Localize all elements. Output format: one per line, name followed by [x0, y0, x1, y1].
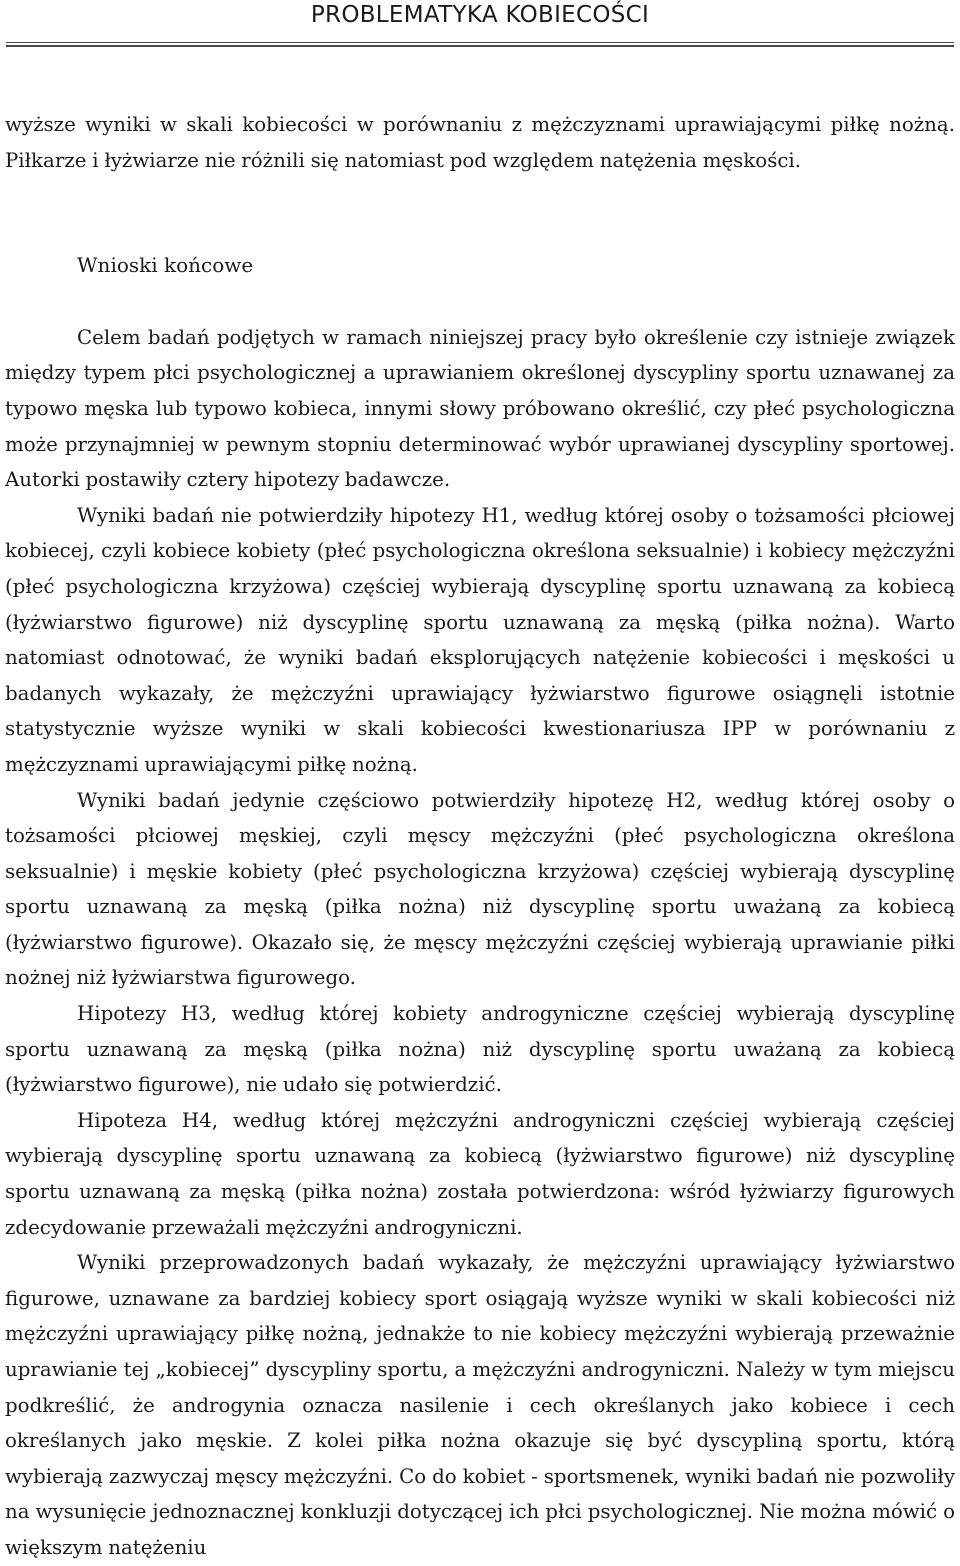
continuation-paragraph: wyższe wyniki w skali kobiecości w porównaniu z mężczyznami uprawiającymi piłkę nożną. Piłkarze i łyżwiarze nie różnili się natomiast pod względem natężenia męskości. [5, 113, 955, 172]
running-header: PROBLEMATYKA KOBIECOŚCI [310, 2, 650, 28]
body-paragraph: Wyniki badań nie potwierdziły hipotezy H1, według której osoby o tożsamości płciowej kobiecej, czyli kobiece kobiety (płeć psychologiczna określona seksualnie) i kobiecy mężczyźni (płeć psychologiczna krzyżowa) częściej wybierają dyscyplinę sportu uznawaną za kobiecą (łyżwiarstwo figurowe) niż dyscyplinę sportu uznawaną za męską (piłka nożna). Warto natomiast odnotować, że wyniki badań eksplorujących natężenie kobiecości i męskości u badanych wykazały, że mężczyźni uprawiający łyżwiarstwo figurowe osiągnęli istotnie statystycznie wyższe wyniki w skali kobiecości kwestionariusza IPP w porównaniu z mężczyznami uprawiającymi piłkę nożną. [5, 503, 955, 776]
body-paragraph: Wyniki przeprowadzonych badań wykazały, że mężczyźni uprawiający łyżwiarstwo figurowe, uznawane za bardziej kobiecy sport osiągają wyższe wyniki w skali kobiecości niż mężczyźni uprawiający piłkę nożną, jednakże to nie kobiecy mężczyźni wybierają przeważnie uprawianie tej „kobiecej” dyscypliny sportu, a mężczyźni androgyniczni. Należy w tym miejscu podkreślić, że androgynia oznacza nasilenie i cech określanych jako kobiece i cech określanych jako męskie. Z kolei piłka nożna okazuje się być dyscypliną sportu, którą wybierają zazwyczaj męscy mężczyźni. Co do kobiet - sportsmenek, wyniki badań nie pozwoliły na wysunięcie jednoznacznej konkluzji dotyczącej ich płci psychologicznej. Nie można mówić o większym natężeniu [5, 1251, 955, 1559]
body-paragraph: Hipotezy H3, według której kobiety androgyniczne częściej wybierają dyscyplinę sportu uznawaną za męską (piłka nożna) niż dyscyplinę sportu uważaną za kobiecą (łyżwiarstwo figurowe), nie udało się potwierdzić. [5, 1002, 955, 1097]
body-paragraph: Hipoteza H4, według której mężczyźni androgyniczni częściej wybierają częściej wybierają dyscyplinę sportu uznawaną za kobiecą (łyżwiarstwo figurowe) niż dyscyplinę sportu uznawaną za męską (piłka nożna) została potwierdzona: wśród łyżwiarzy figurowych zdecydowanie przeważali mężczyźni androgyniczni. [5, 1108, 955, 1239]
body-paragraph: Celem badań podjętych w ramach niniejszej pracy było określenie czy istnieje związek między typem płci psychologicznej a uprawianiem określonej dyscypliny sportu uznawanej za typowo męska lub typowo kobieca, innymi słowy próbowano określić, czy płeć psychologiczna może przynajmniej w pewnym stopniu determinować wybór uprawianej dyscypliny sportowej. Autorki postawiły cztery hipotezy badawcze. [5, 325, 955, 492]
spacer [5, 284, 955, 320]
section-heading: Wnioski końcowe [77, 253, 254, 278]
spacer [5, 178, 955, 248]
header-rule [6, 42, 954, 47]
body-paragraph: Wyniki badań jedynie częściowo potwierdziły hipotezę H2, według której osoby o tożsamości płciowej męskiej, czyli męscy mężczyźni (płeć psychologiczna określona seksualnie) i męskie kobiety (płeć psychologiczna krzyżowa) częściej wybierają dyscyplinę sportu uznawaną za męską (piłka nożna) niż dyscyplinę sportu uważaną za kobiecą (łyżwiarstwo figurowe). Okazało się, że męscy mężczyźni częściej wybierają uprawianie piłki nożnej niż łyżwiarstwa figurowego. [5, 788, 955, 990]
page-body [5, 107, 955, 1566]
